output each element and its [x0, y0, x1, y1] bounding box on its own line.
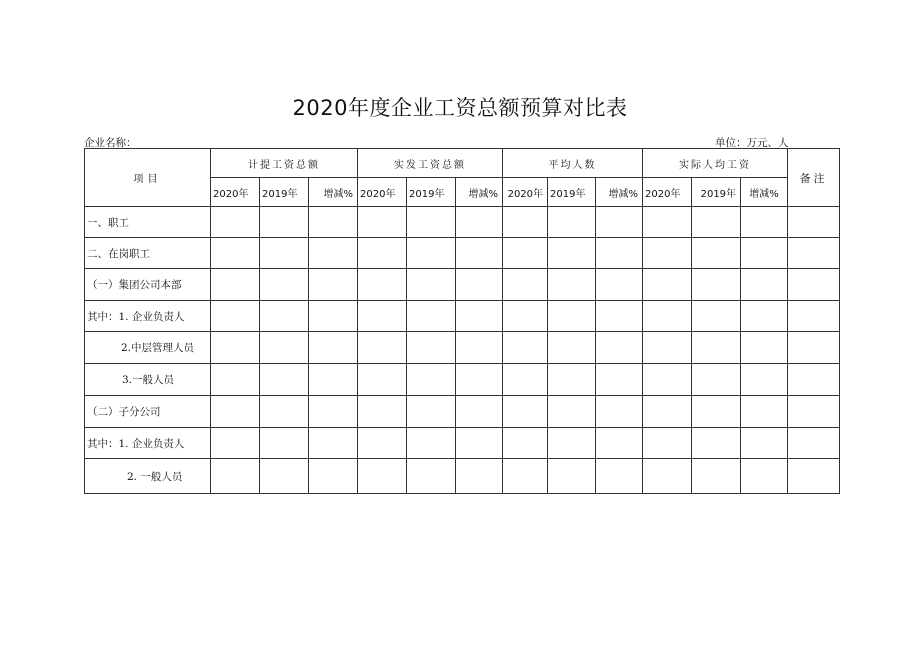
table-cell[interactable] — [503, 269, 548, 301]
table-cell[interactable] — [309, 459, 358, 494]
row-label: 2.中层管理人员 — [85, 332, 211, 364]
table-cell[interactable] — [741, 459, 788, 494]
table-cell[interactable] — [548, 269, 596, 301]
table-cell[interactable] — [643, 238, 692, 269]
table-cell[interactable] — [643, 428, 692, 459]
table-cell[interactable] — [643, 207, 692, 238]
table-cell[interactable] — [596, 459, 643, 494]
table-cell[interactable] — [456, 238, 503, 269]
table-cell[interactable] — [309, 428, 358, 459]
table-cell[interactable] — [788, 301, 840, 332]
header-item: 项目 — [85, 149, 211, 207]
header-change-pct: 增减% — [456, 178, 503, 207]
table-cell[interactable] — [548, 301, 596, 332]
table-cell[interactable] — [309, 207, 358, 238]
header-change-pct: 增减% — [309, 178, 358, 207]
table-cell[interactable] — [596, 364, 643, 396]
table-cell[interactable] — [358, 364, 407, 396]
header-year-2020: 2020年 — [211, 178, 260, 207]
row-label: 一、职工 — [85, 207, 211, 238]
header-group-accrued-wages: 计提工资总额 — [211, 149, 358, 178]
table-cell[interactable] — [596, 207, 643, 238]
header-year-2020: 2020年 — [643, 178, 692, 207]
table-cell[interactable] — [548, 364, 596, 396]
table-cell[interactable] — [358, 428, 407, 459]
table-cell[interactable] — [692, 396, 741, 428]
row-label: 其中：1. 企业负责人 — [85, 428, 211, 459]
table-cell[interactable] — [788, 269, 840, 301]
table-cell[interactable] — [407, 459, 456, 494]
table-cell[interactable] — [692, 428, 741, 459]
table-cell[interactable] — [260, 428, 309, 459]
table-cell[interactable] — [503, 238, 548, 269]
table-cell[interactable] — [456, 207, 503, 238]
table-cell[interactable] — [358, 301, 407, 332]
table-cell[interactable] — [788, 364, 840, 396]
table-cell[interactable] — [741, 428, 788, 459]
table-row — [85, 301, 840, 332]
table-cell[interactable] — [503, 364, 548, 396]
table-cell[interactable] — [741, 238, 788, 269]
table-cell[interactable] — [358, 207, 407, 238]
row-label: （二）子分公司 — [85, 396, 211, 428]
header-row-groups — [85, 149, 840, 178]
table-cell[interactable] — [692, 459, 741, 494]
table-cell[interactable] — [692, 238, 741, 269]
header-year-2019: 2019年 — [407, 178, 456, 207]
table-cell[interactable] — [692, 332, 741, 364]
table-cell[interactable] — [407, 269, 456, 301]
table-cell[interactable] — [596, 396, 643, 428]
table-cell[interactable] — [456, 428, 503, 459]
table-cell[interactable] — [788, 207, 840, 238]
table-cell[interactable] — [741, 396, 788, 428]
header-change-pct: 增减% — [741, 178, 788, 207]
table-cell[interactable] — [260, 396, 309, 428]
table-row — [85, 332, 840, 364]
table-cell[interactable] — [211, 207, 260, 238]
table-cell[interactable] — [211, 459, 260, 494]
table-cell[interactable] — [596, 269, 643, 301]
table-cell[interactable] — [596, 428, 643, 459]
table-cell[interactable] — [548, 207, 596, 238]
table-cell[interactable] — [260, 238, 309, 269]
table-cell[interactable] — [741, 207, 788, 238]
table-cell[interactable] — [260, 269, 309, 301]
table-cell[interactable] — [309, 396, 358, 428]
table-cell[interactable] — [456, 301, 503, 332]
table-cell[interactable] — [407, 301, 456, 332]
table-cell[interactable] — [211, 301, 260, 332]
table-cell[interactable] — [358, 396, 407, 428]
table-cell[interactable] — [741, 364, 788, 396]
table-cell[interactable] — [548, 428, 596, 459]
table-cell[interactable] — [309, 269, 358, 301]
table-cell[interactable] — [643, 396, 692, 428]
table-cell[interactable] — [788, 332, 840, 364]
table-cell[interactable] — [456, 459, 503, 494]
table-cell[interactable] — [309, 332, 358, 364]
table-cell[interactable] — [407, 428, 456, 459]
budget-comparison-table — [84, 148, 840, 494]
table-row — [85, 207, 840, 238]
table-cell[interactable] — [407, 396, 456, 428]
table-cell[interactable] — [643, 364, 692, 396]
table-cell[interactable] — [358, 459, 407, 494]
table-cell[interactable] — [456, 332, 503, 364]
table-cell[interactable] — [692, 301, 741, 332]
table-cell[interactable] — [456, 269, 503, 301]
table-cell[interactable] — [548, 459, 596, 494]
table-cell[interactable] — [456, 396, 503, 428]
company-name-label: 企业名称： — [84, 137, 137, 149]
table-row — [85, 428, 840, 459]
table-cell[interactable] — [358, 269, 407, 301]
table-cell[interactable] — [692, 364, 741, 396]
table-cell[interactable] — [407, 364, 456, 396]
table-cell[interactable] — [788, 428, 840, 459]
table-cell[interactable] — [596, 301, 643, 332]
header-note: 备注 — [788, 149, 840, 207]
table-cell[interactable] — [788, 238, 840, 269]
table-cell[interactable] — [643, 332, 692, 364]
table-cell[interactable] — [407, 238, 456, 269]
table-cell[interactable] — [503, 396, 548, 428]
table-cell[interactable] — [456, 364, 503, 396]
row-label: 其中：1. 企业负责人 — [85, 301, 211, 332]
table-cell[interactable] — [788, 396, 840, 428]
table-row — [85, 238, 840, 269]
table-cell[interactable] — [548, 396, 596, 428]
row-label: 二、在岗职工 — [85, 238, 211, 269]
header-year-2019: 2019年 — [260, 178, 309, 207]
table-cell[interactable] — [741, 269, 788, 301]
table-cell[interactable] — [211, 269, 260, 301]
table-cell[interactable] — [692, 269, 741, 301]
table-cell[interactable] — [596, 332, 643, 364]
table-cell[interactable] — [407, 332, 456, 364]
table-cell[interactable] — [503, 332, 548, 364]
table-cell[interactable] — [309, 364, 358, 396]
table-cell[interactable] — [503, 459, 548, 494]
table-cell[interactable] — [692, 207, 741, 238]
header-group-paid-wages: 实发工资总额 — [358, 149, 503, 178]
header-year-2019: 2019年 — [548, 178, 596, 207]
table-cell[interactable] — [548, 332, 596, 364]
row-label: 2. 一般人员 — [85, 459, 211, 494]
table-row — [85, 459, 840, 494]
table-cell[interactable] — [211, 332, 260, 364]
table-cell[interactable] — [548, 238, 596, 269]
table-cell[interactable] — [211, 396, 260, 428]
table-cell[interactable] — [358, 238, 407, 269]
table-cell[interactable] — [643, 301, 692, 332]
table-cell[interactable] — [260, 364, 309, 396]
table-cell[interactable] — [358, 332, 407, 364]
table-cell[interactable] — [260, 207, 309, 238]
table-cell[interactable] — [643, 459, 692, 494]
table-cell[interactable] — [503, 207, 548, 238]
header-year-2020: 2020年 — [503, 178, 548, 207]
unit-label: 单位：万元、人 — [715, 137, 789, 149]
table-row — [85, 396, 840, 428]
table-cell[interactable] — [503, 428, 548, 459]
table-cell[interactable] — [309, 301, 358, 332]
table-cell[interactable] — [211, 428, 260, 459]
table-cell[interactable] — [211, 238, 260, 269]
table-cell[interactable] — [788, 459, 840, 494]
header-group-avg-headcount: 平均人数 — [503, 149, 643, 178]
row-label: 3.一般人员 — [85, 364, 211, 396]
table-cell[interactable] — [309, 238, 358, 269]
table-cell[interactable] — [741, 332, 788, 364]
header-year-2020: 2020年 — [358, 178, 407, 207]
table-cell[interactable] — [211, 364, 260, 396]
row-label: （一）集团公司本部 — [85, 269, 211, 301]
header-year-2019: 2019年 — [692, 178, 741, 207]
table-cell[interactable] — [741, 301, 788, 332]
header-change-pct: 增减% — [596, 178, 643, 207]
header-group-avg-wage: 实际人均工资 — [643, 149, 788, 178]
table-cell[interactable] — [503, 301, 548, 332]
table-cell[interactable] — [407, 207, 456, 238]
table-cell[interactable] — [643, 269, 692, 301]
table-cell[interactable] — [260, 332, 309, 364]
table-row — [85, 364, 840, 396]
table-cell[interactable] — [596, 238, 643, 269]
table-cell[interactable] — [260, 459, 309, 494]
table-cell[interactable] — [260, 301, 309, 332]
table-row — [85, 269, 840, 301]
document-title: 2020年度企业工资总额预算对比表 — [292, 96, 628, 120]
